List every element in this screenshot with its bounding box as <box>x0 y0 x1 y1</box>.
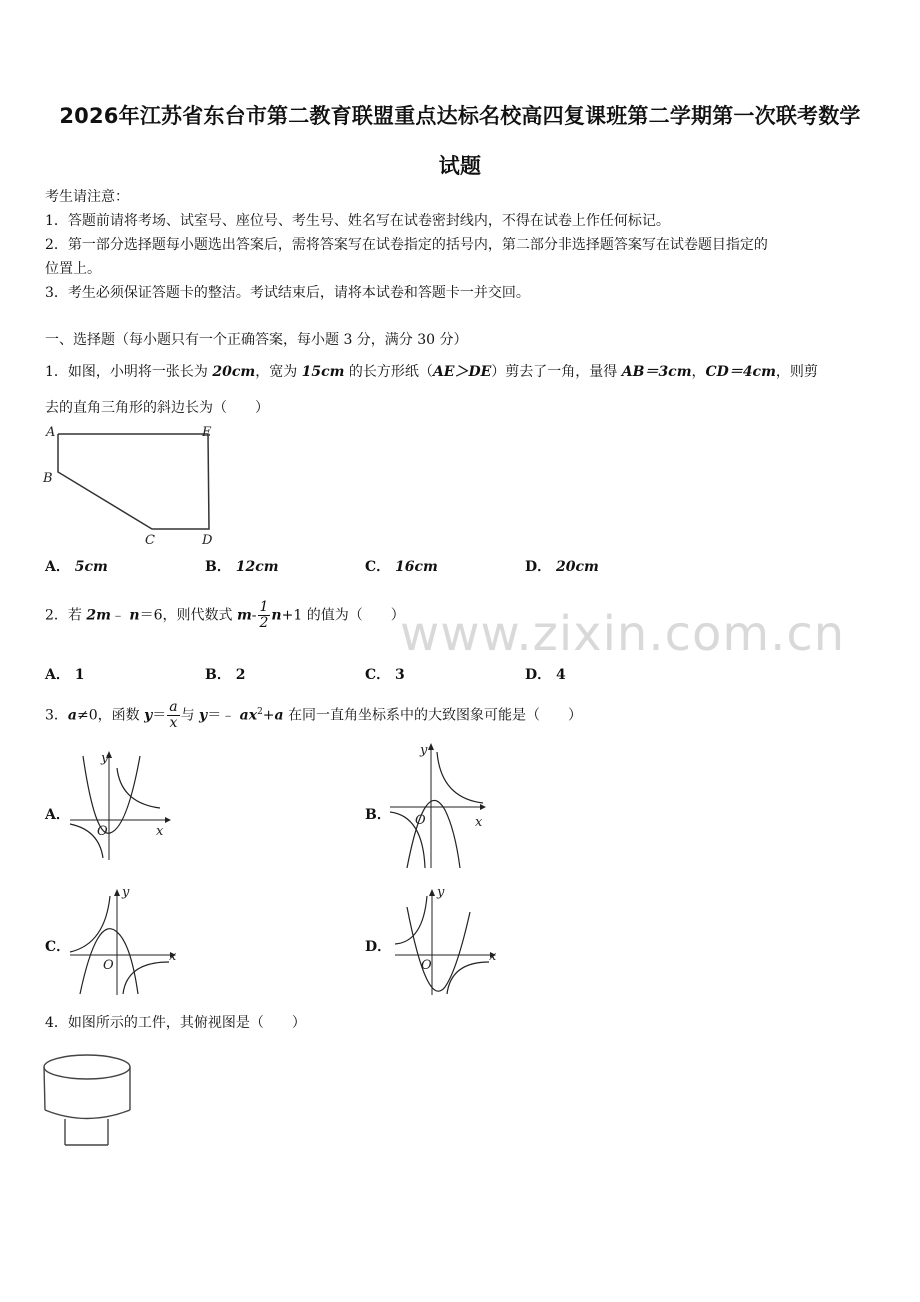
q3-c-y-label: y <box>122 885 130 900</box>
notice-item-2-cont: 位置上。 <box>45 261 101 277</box>
question-4 <box>45 1012 306 1034</box>
q1-text: 如图，小明将一张长为 <box>67 364 213 380</box>
q3-var: ax <box>239 707 258 724</box>
q1-label-b: B <box>43 471 53 486</box>
q1-option-c[interactable] <box>365 556 438 576</box>
q1-option-a[interactable] <box>45 556 108 576</box>
q3-graph-b <box>385 740 495 870</box>
q3-text: 在同一直角坐标系中的大致图象可能是（ ） <box>283 707 583 724</box>
q3-text: ＝﹣ <box>207 707 240 724</box>
q3-graph-a <box>65 748 175 863</box>
q2-fraction <box>258 600 271 631</box>
q2-option-letter: C． <box>365 667 391 683</box>
q1-option-b[interactable] <box>205 556 279 576</box>
q3-fraction <box>167 700 179 731</box>
q1-text: ，则剪 <box>775 364 818 380</box>
section-heading: 一、选择题（每小题只有一个正确答案，每小题 3 分，满分 30 分） <box>45 332 468 348</box>
q3-text: ＝ <box>152 707 167 724</box>
q2-text: - <box>251 607 257 624</box>
q1-label-c: C <box>145 533 155 548</box>
q2-option-value: 4 <box>556 667 566 683</box>
notice-heading: 考生请注意： <box>45 189 129 205</box>
notice-item-2: 2．第一部分选择题每小题选出答案后，需将答案写在试卷指定的括号内，第二部分非选择题答案写在试卷题目指定的 <box>45 237 768 253</box>
q3-option-d[interactable]: D． <box>365 939 392 955</box>
q4-number: 4． <box>45 1015 68 1031</box>
q2-option-b[interactable] <box>205 664 245 684</box>
q3-option-c[interactable]: C． <box>45 939 71 955</box>
q2-frac-den: 2 <box>259 615 269 631</box>
q1-option-value: 12cm <box>235 559 279 575</box>
q1-text: ）剪去了一角，量得 <box>491 364 622 380</box>
q3-d-origin: O <box>421 958 432 973</box>
question-1-line1 <box>45 361 818 383</box>
notice-item-3: 3．考生必须保证答题卡的整洁。考试结束后，请将本试卷和答题卡一并交回。 <box>45 285 530 301</box>
q2-option-value: 1 <box>74 667 85 683</box>
q3-c-x-label: x <box>169 949 177 964</box>
q3-b-origin: O <box>415 813 426 828</box>
q2-text: +1 的值为（ ） <box>281 607 405 624</box>
q3-a-origin: O <box>97 824 108 839</box>
page-title-line2: 试题 <box>438 154 482 178</box>
q3-b-x-label: x <box>475 815 483 830</box>
q1-option-value: 5cm <box>74 559 108 575</box>
q1-text: ， <box>691 364 706 380</box>
q2-text: ＝6，则代数式 <box>139 607 237 624</box>
q1-option-value: 16cm <box>395 559 438 575</box>
q1-number: 1． <box>45 364 68 380</box>
q3-var: a <box>274 707 284 724</box>
q1-ab: AB＝3cm <box>621 364 692 380</box>
q2-option-a[interactable] <box>45 664 85 684</box>
q2-text: 若 <box>67 607 87 624</box>
q3-c-origin: O <box>103 958 114 973</box>
q1-label-a: A <box>46 425 56 440</box>
q1-option-letter: B． <box>205 559 231 575</box>
q3-option-a[interactable]: A． <box>45 807 70 823</box>
q1-option-letter: C． <box>365 559 391 575</box>
q3-a-y-label: y <box>101 751 109 766</box>
q3-frac-num: a <box>169 699 178 715</box>
q1-text: 的长方形纸（ <box>344 364 433 380</box>
notice-item-1: 1．答题前请将考场、试室号、座位号、考生号、姓名写在试卷密封线内，不得在试卷上作任何标记。 <box>45 213 670 229</box>
q1-label-d: D <box>202 533 213 548</box>
q1-width: 15cm <box>301 364 345 380</box>
q3-number: 3． <box>45 707 68 724</box>
q1-length: 20cm <box>212 364 256 380</box>
q3-d-y-label: y <box>437 885 445 900</box>
q1-condition: AE＞DE <box>432 364 492 380</box>
watermark: www.zixin.com.cn <box>400 606 846 662</box>
q4-workpiece-figure <box>40 1045 140 1151</box>
q3-d-x-label: x <box>489 949 497 964</box>
q1-option-letter: A． <box>45 559 70 575</box>
q2-var: m <box>236 607 252 624</box>
q3-option-b[interactable]: B． <box>365 807 391 823</box>
q3-a-x-label: x <box>156 824 164 839</box>
q1-cd: CD＝4cm <box>705 364 776 380</box>
q2-option-value: 3 <box>395 667 405 683</box>
question-3 <box>45 700 582 731</box>
q2-option-c[interactable] <box>365 664 405 684</box>
q2-var: n <box>271 607 282 624</box>
q2-option-d[interactable] <box>525 664 566 684</box>
q3-frac-den: x <box>169 715 178 731</box>
q1-figure <box>40 422 225 552</box>
q2-number: 2． <box>45 607 68 624</box>
q2-text: ﹣ <box>110 607 130 624</box>
q2-option-value: 2 <box>235 667 246 683</box>
q3-text: 与 <box>180 707 200 724</box>
q3-var: y <box>144 707 153 724</box>
page-title-line1: 2026年江苏省东台市第二教育联盟重点达标名校高四复课班第二学期第一次联考数学 <box>59 104 861 128</box>
q3-graph-d <box>385 882 505 997</box>
q3-var: y <box>199 707 208 724</box>
q1-label-e: E <box>202 425 212 440</box>
q1-option-letter: D． <box>525 559 552 575</box>
q3-graph-c <box>65 882 185 997</box>
q4-text: 如图所示的工件，其俯视图是（ ） <box>67 1015 306 1031</box>
q2-option-letter: B． <box>205 667 231 683</box>
q3-text: + <box>262 707 275 724</box>
q1-text: ，宽为 <box>255 364 302 380</box>
q3-b-y-label: y <box>420 743 428 758</box>
question-1-line2: 去的直角三角形的斜边长为（ ） <box>45 400 269 416</box>
q3-text: ≠0，函数 <box>77 707 145 724</box>
q2-var: 2m <box>86 607 111 624</box>
q3-exponent: 2 <box>257 706 263 717</box>
q2-var: n <box>129 607 140 624</box>
q1-option-value: 20cm <box>556 559 599 575</box>
question-2 <box>45 600 405 631</box>
q1-option-d[interactable] <box>525 556 599 576</box>
q3-var: a <box>67 707 77 724</box>
q2-option-letter: D． <box>525 667 552 683</box>
q2-option-letter: A． <box>45 667 70 683</box>
q2-frac-num: 1 <box>259 599 269 615</box>
